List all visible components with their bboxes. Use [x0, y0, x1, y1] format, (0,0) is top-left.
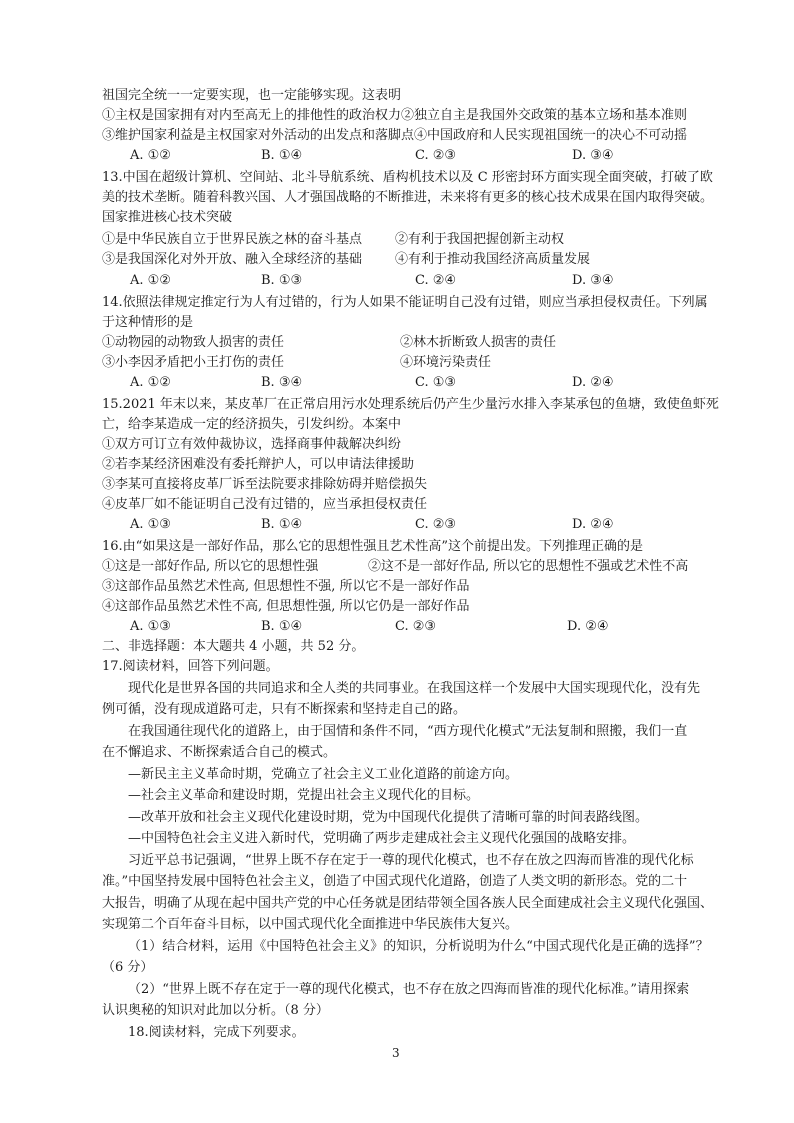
q16-item-1: ①这是一部好作品, 所以它的思想性强 — [102, 559, 319, 574]
q12-option-b: B. ①④ — [261, 148, 303, 163]
q14-option-b: B. ③④ — [261, 375, 303, 390]
q15-stem-2: 亡，给李某造成一定的经济损失，引发纠纷。本案中 — [102, 417, 402, 432]
q17-para2-line1: 在我国通往现代化的道路上，由于国情和条件不同，“西方现代化模式”无法复制和照搬，我们一直 — [128, 724, 688, 739]
q14-stem-2: 于这种情形的是 — [102, 315, 194, 330]
q12-option-d: D. ③④ — [572, 148, 614, 163]
q17-bullet-4: —中国特色社会主义进入新时代，党明确了两步走建成社会主义现代化强国的战略安排。 — [128, 831, 636, 846]
q16-item-4: ④这部作品虽然艺术性不高, 但思想性强, 所以它仍是一部好作品 — [102, 599, 470, 614]
q13-option-d: D. ③④ — [572, 273, 614, 288]
q13-option-c: C. ②④ — [415, 273, 457, 288]
q14-stem-1: 14.依照法律规定推定行为人有过错的，行为人如果不能证明自己没有过错，则应当承担侵权责任。下列属 — [102, 295, 708, 310]
q16-item-3: ③这部作品虽然艺术性高, 但思想性不强, 所以它不是一部好作品 — [102, 579, 470, 594]
q13-item-4: ④有利于推动我国经济高质量发展 — [395, 252, 591, 267]
q16-option-b: B. ①④ — [261, 619, 303, 634]
q13-option-a: A. ①② — [130, 273, 171, 288]
q12-item-line-1: ①主权是国家拥有对内至高无上的排他性的政治权力②独立自主是我国外交政策的基本立场和基本准则 — [102, 108, 688, 123]
q17-sub2-line1: （2）“世界上既不存在定于一尊的现代化模式，也不存在放之四海而皆准的现代化标准。”请用探索 — [128, 982, 690, 997]
q17-title: 17.阅读材料，回答下列问题。 — [102, 659, 279, 674]
q16-option-c: C. ②③ — [395, 619, 437, 634]
q13-stem-3: 国家推进核心技术突破 — [102, 210, 233, 225]
q15-item-1: ①双方可订立有效仲裁协议，选择商事仲裁解决纠纷 — [102, 437, 402, 452]
q14-option-c: C. ①③ — [415, 375, 457, 390]
q15-stem-1: 15.2021 年末以来，某皮革厂在正常启用污水处理系统后仍产生少量污水排入李某承包的鱼塘，致使鱼虾死 — [102, 397, 719, 412]
q12-item-line-2: ③维护国家利益是主权国家对外活动的出发点和落脚点④中国政府和人民实现祖国统一的决心不可动摇 — [102, 128, 688, 143]
q17-para3-line2: 准。”中国坚持发展中国特色社会主义，创造了中国式现代化道路，创造了人类文明的新形态。党的二十 — [102, 874, 688, 889]
q13-stem-2: 美的技术垄断。随着科教兴国、人才强国战略的不断推进，未来将有更多的核心技术成果在国内取得突破。 — [102, 190, 714, 205]
q16-option-a: A. ①③ — [130, 619, 171, 634]
q18-title: 18.阅读材料，完成下列要求。 — [128, 1025, 305, 1040]
q15-item-4: ④皮革厂如不能证明自己没有过错的，应当承担侵权责任 — [102, 497, 428, 512]
q16-item-2: ②这不是一部好作品, 所以它的思想性不强或艺术性不高 — [368, 559, 689, 574]
q15-item-3: ③李某可直接将皮革厂诉至法院要求排除妨碍并赔偿损失 — [102, 477, 428, 492]
q14-option-a: A. ①② — [130, 375, 171, 390]
q15-option-a: A. ①③ — [130, 517, 171, 532]
q13-option-b: B. ①③ — [261, 273, 303, 288]
q17-para1-line2: 例可循，没有现成道路可走，只有不断探索和坚持走自己的路。 — [102, 702, 467, 717]
q13-item-1: ①是中华民族自立于世界民族之林的奋斗基点 — [102, 232, 363, 247]
q17-sub1-line2: （6 分） — [102, 960, 154, 975]
q15-option-b: B. ①④ — [261, 517, 303, 532]
q17-sub2-line2: 认识奥秘的知识对此加以分析。（8 分） — [102, 1003, 329, 1018]
q17-para3-line3: 大报告，明确了从现在起中国共产党的中心任务就是团结带领全国各族人民全面建成社会主义现代化强国、 — [102, 896, 714, 911]
q15-option-c: C. ②③ — [415, 517, 457, 532]
q17-bullet-2: —社会主义革命和建设时期，党提出社会主义现代化的目标。 — [128, 788, 480, 803]
section-2-heading: 二、非选择题：本大题共 4 小题，共 52 分。 — [102, 639, 365, 654]
q12-option-a: A. ①② — [130, 148, 171, 163]
q12-option-c: C. ②③ — [415, 148, 457, 163]
q17-para1-line1: 现代化是世界各国的共同追求和全人类的共同事业。在我国这样一个发展中大国实现现代化，没有先 — [128, 681, 701, 696]
q17-bullet-1: —新民主主义革命时期，党确立了社会主义工业化道路的前途方向。 — [128, 767, 519, 782]
q17-para3-line4: 实现第二个百年奋斗目标，以中国式现代化全面推进中华民族伟大复兴。 — [102, 917, 519, 932]
q13-item-2: ②有利于我国把握创新主动权 — [395, 232, 565, 247]
q17-para3-line1: 习近平总书记强调，“世界上既不存在定于一尊的现代化模式，也不存在放之四海而皆准的现代化标 — [128, 853, 694, 868]
q15-item-2: ②若李某经济困难没有委托辩护人，可以申请法律援助 — [102, 457, 415, 472]
q16-stem: 16.由“如果这是一部好作品，那么它的思想性强且艺术性高”这个前提出发。下列推理正确的是 — [102, 539, 643, 554]
q16-option-d: D. ②④ — [567, 619, 609, 634]
q14-item-4: ④环境污染责任 — [400, 355, 492, 370]
q14-item-3: ③小李因矛盾把小王打伤的责任 — [102, 355, 285, 370]
q14-item-2: ②林木折断致人损害的责任 — [400, 335, 557, 350]
q12-stem-tail: 祖国完全统一一定要实现，也一定能够实现。这表明 — [102, 88, 402, 103]
q14-item-1: ①动物园的动物致人损害的责任 — [102, 335, 285, 350]
q13-stem-1: 13.中国在超级计算机、空间站、北斗导航系统、盾构机技术以及 C 形密封环方面实现全面突破，打破了欧 — [102, 170, 713, 185]
page-number: 3 — [392, 1046, 400, 1060]
q13-item-3: ③是我国深化对外开放、融入全球经济的基础 — [102, 252, 363, 267]
q17-bullet-3: —改革开放和社会主义现代化建设时期，党为中国现代化提供了清晰可靠的时间表路线图。 — [128, 810, 649, 825]
q14-option-d: D. ②④ — [572, 375, 614, 390]
q17-sub1-line1: （1）结合材料，运用《中国特色社会主义》的知识，分析说明为什么“中国式现代化是正确的选择”？ — [128, 939, 709, 954]
q15-option-d: D. ②④ — [572, 517, 614, 532]
q17-para2-line2: 在不懈追求、不断探索适合自己的模式。 — [102, 745, 337, 760]
